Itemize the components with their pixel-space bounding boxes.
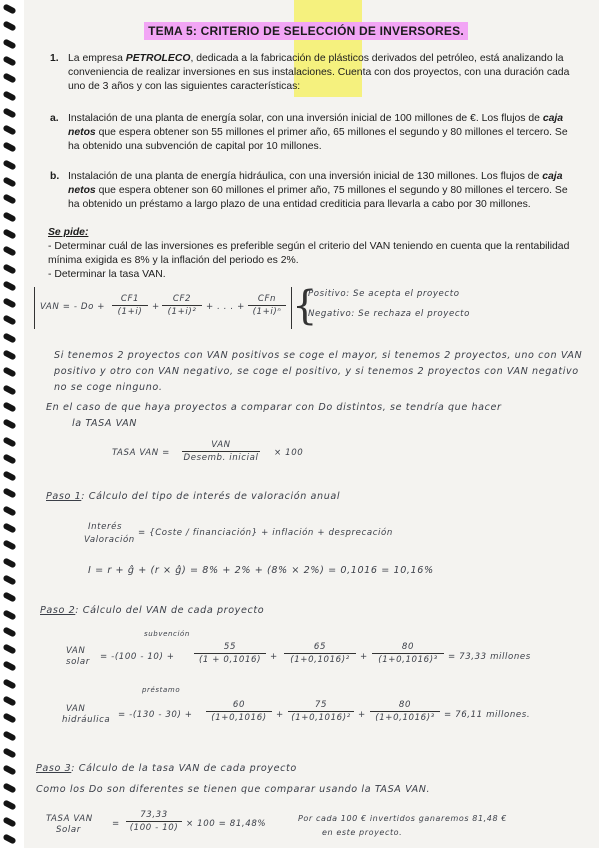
spiral-ring: [2, 643, 16, 654]
van-solar-term-1: 55 (1 + 0,1016): [194, 642, 266, 665]
van-solar-result: = 73,33 millones: [448, 652, 531, 662]
van-solar-term-3: 80 (1+0,1016)³: [372, 642, 444, 665]
decision-rule-text: Si tenemos 2 proyectos con VAN positivos se coge el mayor, si tenemos 2 proyectos, uno con VAN positivo y otro con VAN negativo, se coge el positivo, y si tenemos 2 proyectos con VAN negativo no se coge ninguno.: [54, 350, 583, 393]
interes-equation: = {Coste / financiación} + inflación + desprecación: [138, 528, 393, 538]
decision-brace: {: [292, 283, 318, 329]
spiral-ring: [2, 574, 16, 585]
tasa-solar-result: × 100 = 81,48%: [186, 819, 267, 829]
spiral-ring: [2, 124, 16, 135]
notebook-page: [26, 0, 594, 848]
tasa-intro-line1: En el caso de que haya proyectos a comparar con Do distintos, se tendría que hacer: [46, 402, 502, 413]
van-solar-label-1: VAN: [66, 646, 86, 656]
spiral-ring: [2, 816, 16, 827]
plus-sign: +: [276, 710, 284, 720]
van-hid-label-1: VAN: [66, 704, 86, 714]
spiral-ring: [2, 228, 16, 239]
paso2-heading: Paso 2: Cálculo del VAN de cada proyecto: [40, 605, 265, 616]
van-term-cf2: CF2 (1+i)²: [162, 294, 202, 317]
plus-sign: +: [358, 710, 366, 720]
paso3-note: Como los Do son diferentes se tienen que comparar usando la TASA VAN.: [36, 784, 431, 795]
van-formula-dots: + . . . +: [206, 302, 245, 312]
tasa-solar-label-2: Solar: [56, 825, 81, 835]
spiral-ring: [2, 782, 16, 793]
problem-intro: La empresa PETROLECO, dedicada a la fabricación de plásticos derivados del petróleo, está analizando la conveniencia de realizar inversiones en sus instalaciones. Cuenta con dos proyectos, con una duración cada uno de 3 años y con las siguientes características:: [68, 53, 570, 92]
spiral-ring: [2, 107, 16, 118]
spiral-ring: [2, 401, 16, 412]
spiral-ring: [2, 349, 16, 360]
item-a-label: a.: [50, 113, 59, 124]
spiral-ring: [2, 678, 16, 689]
spiral-ring: [2, 661, 16, 672]
van-solar-label-2: solar: [66, 657, 90, 667]
van-formula-lhs: VAN = - Do +: [40, 302, 106, 312]
spiral-ring: [2, 488, 16, 499]
spiral-ring: [2, 522, 16, 533]
spiral-ring: [2, 38, 16, 49]
spiral-ring: [2, 799, 16, 810]
van-term-cfn: CFn (1+i)ⁿ: [248, 294, 286, 317]
spiral-ring: [2, 713, 16, 724]
spiral-ring: [2, 834, 16, 845]
spiral-ring: [2, 280, 16, 291]
spiral-ring: [2, 418, 16, 429]
item-b-label: b.: [50, 171, 60, 182]
spiral-ring: [2, 540, 16, 551]
spiral-ring: [2, 470, 16, 481]
paso3-heading: Paso 3: Cálculo de la tasa VAN de cada proyecto: [36, 763, 297, 774]
van-hid-term-2: 75 (1+0,1016)²: [288, 700, 354, 723]
request-van: - Determinar cuál de las inversiones es preferible según el criterio del VAN teniendo en cuenta que la rentabilidad mínima exigida es 8% y la inflación del periodo es 2%.: [48, 241, 570, 266]
van-solar-term-2: 65 (1+0,1016)²: [284, 642, 356, 665]
tasa-solar-fraction: 73,33 (100 - 10): [126, 810, 182, 833]
plus-sign: +: [270, 652, 278, 662]
interes-label-2: Valoración: [84, 535, 135, 545]
tasa-formula-tail: × 100: [274, 448, 304, 458]
interest-rate-formula: I = r + ĝ + (r × ĝ) = 8% + 2% + (8% × 2%) = 0,1016 = 10,16%: [88, 565, 434, 576]
interes-label-1: Interés: [88, 522, 123, 532]
se-pide-heading: Se pide:: [48, 227, 89, 238]
tasa-solar-label-1: TASA VAN: [46, 814, 93, 824]
spiral-ring: [2, 315, 16, 326]
van-hid-label-2: hidráulica: [62, 715, 111, 725]
spiral-ring: [2, 3, 16, 14]
spiral-ring: [2, 591, 16, 602]
plus-sign: +: [152, 302, 160, 312]
spiral-ring: [2, 159, 16, 170]
van-solar-expression: = -(100 - 10) +: [100, 652, 175, 662]
rule-negative: Negativo: Se rechaza el proyecto: [308, 309, 470, 319]
subvencion-note: subvención: [144, 630, 190, 638]
item-a-text: Instalación de una planta de energía solar, con una inversión inicial de 100 millones de €. Los flujos de caja netos que espera obtener son 55 millones el primer año, 65 millones el segundo y 80 millones el tercero. Se ha obtenido una subvención de capital por 10 millones.: [68, 113, 568, 152]
van-hid-result: = 76,11 millones.: [444, 710, 531, 720]
item-b-text: Instalación de una planta de energía hidráulica, con una inversión inicial de 130 millones. Los flujos de caja netos que espera obtener son 60 millones el primer año, 75 millones el segundo y 80 millones el tercero. Se ha obtenido un préstamo a largo plazo de una entidad crediticia para llevarla a cabo por 30 millones.: [68, 171, 568, 210]
van-hid-term-1: 60 (1+0,1016): [206, 700, 272, 723]
spiral-ring: [2, 211, 16, 222]
spiral-ring: [2, 505, 16, 516]
request-tasa: - Determinar la tasa VAN.: [48, 269, 166, 280]
plus-sign: +: [360, 652, 368, 662]
van-hid-expression: = -(130 - 30) +: [118, 710, 193, 720]
tasa-formula-fraction: VAN Desemb. inicial: [183, 440, 259, 463]
spiral-ring: [2, 747, 16, 758]
prestamo-note: préstamo: [142, 686, 181, 694]
spiral-ring: [2, 626, 16, 637]
paso1-heading: Paso 1: Cálculo del tipo de interés de valoración anual: [46, 491, 341, 502]
spiral-ring: [2, 21, 16, 32]
spiral-ring: [2, 557, 16, 568]
tasa-formula-lhs: TASA VAN =: [112, 448, 170, 458]
spiral-ring: [2, 297, 16, 308]
problem-number: 1.: [50, 53, 59, 64]
spiral-ring: [2, 695, 16, 706]
spiral-ring: [2, 176, 16, 187]
conclusion-line-2: en este proyecto.: [322, 828, 403, 837]
rule-positive: Positivo: Se acepta el proyecto: [308, 289, 460, 299]
spiral-ring: [2, 142, 16, 153]
spiral-ring: [2, 55, 16, 66]
van-term-cf1: CF1 (1+i): [112, 294, 148, 317]
spiral-ring: [2, 194, 16, 205]
spiral-ring: [2, 764, 16, 775]
spiral-ring: [2, 90, 16, 101]
spiral-ring: [2, 384, 16, 395]
tasa-intro-line2: la TASA VAN: [72, 418, 138, 429]
spiral-ring: [2, 436, 16, 447]
spiral-ring: [2, 245, 16, 256]
page-title: TEMA 5: CRITERIO DE SELECCIÓN DE INVERSORES.: [26, 24, 586, 38]
spiral-ring: [2, 609, 16, 620]
spiral-ring: [2, 332, 16, 343]
spiral-ring: [2, 730, 16, 741]
spiral-ring: [2, 453, 16, 464]
van-hid-term-3: 80 (1+0,1016)³: [370, 700, 440, 723]
conclusion-line-1: Por cada 100 € invertidos ganaremos 81,48 €: [298, 814, 507, 823]
spiral-ring: [2, 72, 16, 83]
equals-sign: =: [112, 819, 120, 829]
notebook-spiral-binding: [0, 0, 24, 848]
spiral-ring: [2, 263, 16, 274]
spiral-ring: [2, 367, 16, 378]
